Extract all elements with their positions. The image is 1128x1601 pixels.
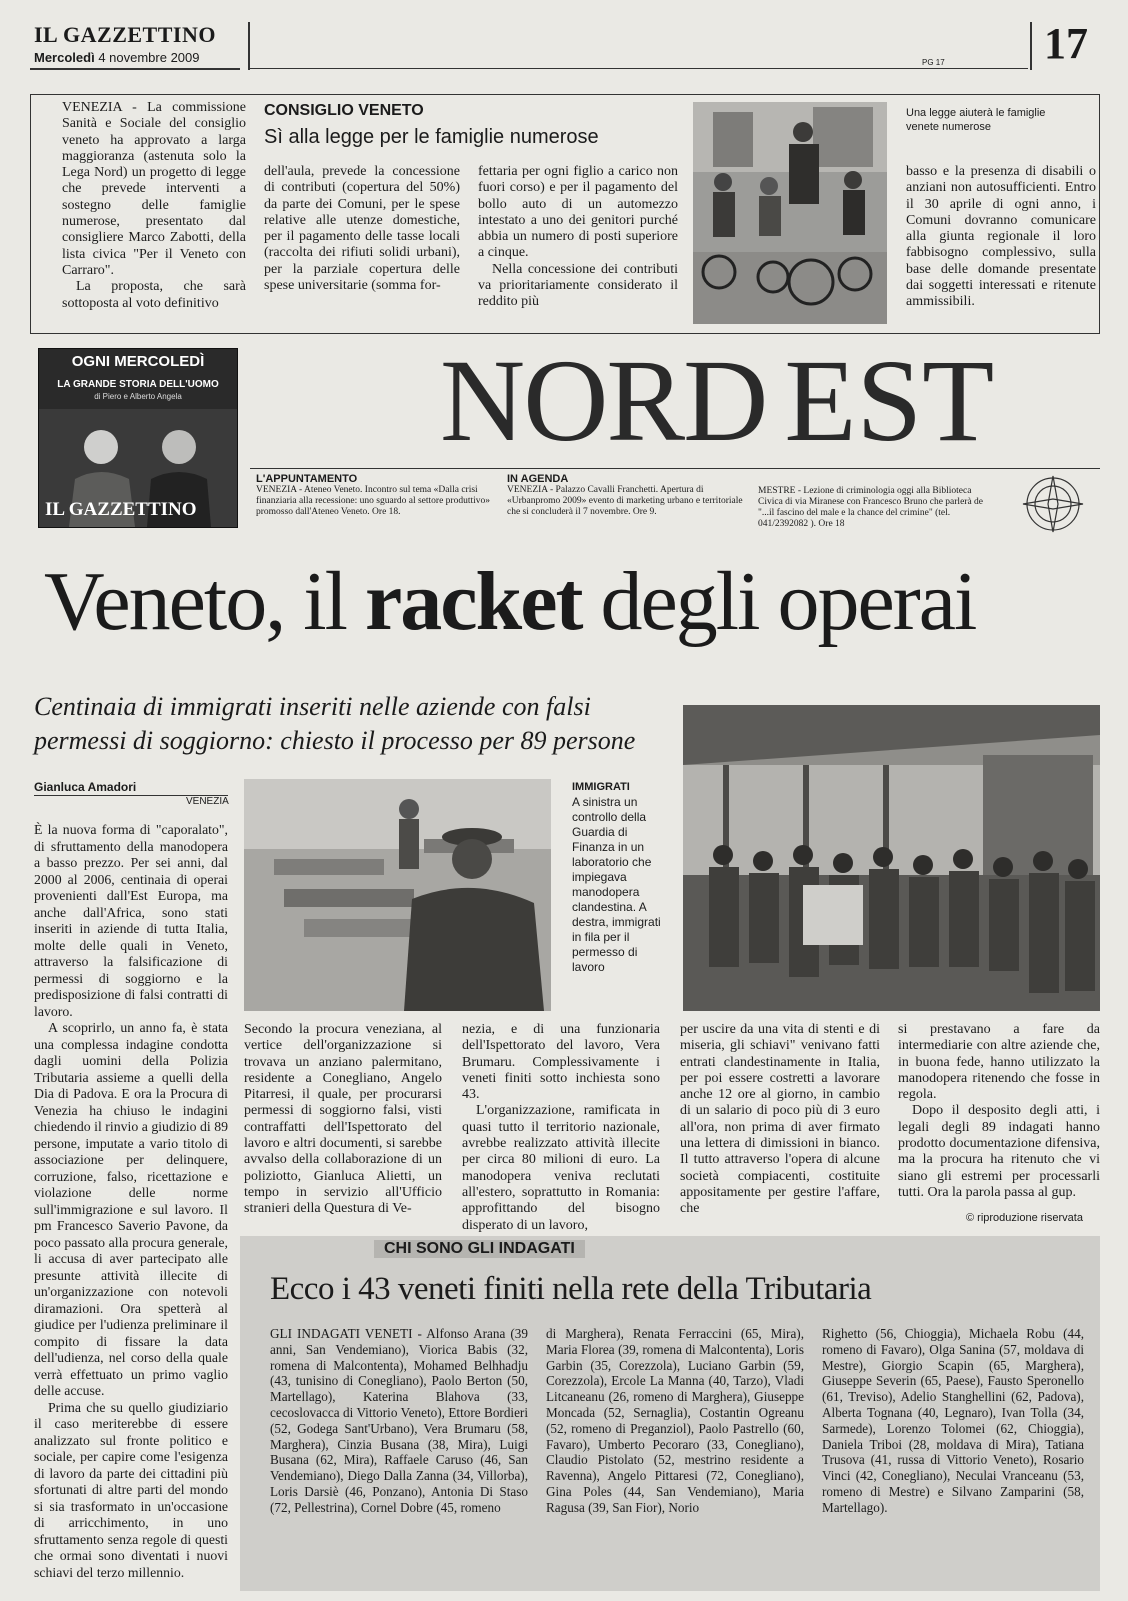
main-photo-caption: A sinistra un controllo della Guardia di Finanza in un laboratorio che impiegava manodopera clandestina. A destra, immigrati in fila per il permesso di lavoro	[572, 795, 661, 974]
main-headline-racket: racket	[364, 555, 582, 648]
paragraph: nezia, e di una funzionaria dell'Ispettorato del lavoro, Vera Brumaru. Complessivamente i veneti finiti sotto inchiesta sono 43.	[462, 1022, 660, 1103]
top-article-col3	[478, 164, 678, 311]
main-headline	[44, 552, 975, 652]
main-article-col2	[244, 1022, 442, 1218]
indagati-list: Righetto (56, Chioggia), Michaela Robu (44, romeno di Favaro), Olga Sanina (57, moldava di Mestre), Giorgio Scapin (65, Marghera), Giuseppe Severin (65, Paese), Fausto Speronello (61, Treviso), Adelio Stanghellini (62, Padova), Alberta Tognana (40, Legnaro), Ivan Tolla (34, Sarmede), Lorenzo Tolomei (62, Chioggia), Daniela Triboi (28, moldava di Mira), Tatiana Trusova (41, russa di Vittorio Veneto), Rosario Vinci (42, Conegliano), Neculai Vranceanu (53, romeno di Mestre) e Silvano Zamparini (58, Martellago).	[822, 1326, 1084, 1515]
brief-text: VENEZIA - Ateneo Veneto. Incontro sul tema «Dalla crisi finanziaria alla recessione: uno sguardo al settore produttivo» promosso dall'Ateneo Veneto. Ore 18.	[256, 485, 490, 517]
top-photo-caption: Una legge aiuterà le famiglie venete numerose	[906, 107, 1046, 133]
sidebar-col2	[546, 1326, 804, 1516]
paragraph: si prestavano a fare da intermediarie con altre aziende che, in buona fede, hanno utilizzato la manodopera ritenendo che fosse in regola.	[898, 1022, 1100, 1103]
brief-1	[256, 473, 492, 518]
paragraph: L'organizzazione, ramificata in quasi tutto il territorio nazionale, avrebbe realizzato attività illecite per circa 80 milioni di euro. La manodopera veniva reclutati all'estero, soprattutto in Romania: approfittando del bisogno disperato di un lavoro,	[462, 1103, 660, 1233]
paragraph: A scoprirlo, un anno fa, è stata una complessa indagine condotta dagli uomini della Polizia Tributaria assieme a quelli della Dia di Padova. E ora la Procura di Venezia ha chiuso le indagini chiedendo il rinvio a giudizio di 89 persone, imputate a vario titolo di associazione per delinquere, corruzione, falso, ricettazione e violazione delle norme sull'immigrazione e sul lavoro. Il pm Francesco Saverio Pavone, da poco passato alla procura generale, li accusa di aver partecipato alle presunte attività illecite di un'organizzazione con notevoli diramazioni. Ora spetterà al giudice per l'udienza preliminare il compito di fissare la data dell'udienza, nel corso della quale verrà effettuato un primo vaglio delle accuse.	[34, 1020, 228, 1398]
issue-date-text: 4 novembre 2009	[98, 50, 200, 65]
main-article-col3	[462, 1022, 660, 1234]
sidebar-col1	[270, 1326, 528, 1516]
top-article-kicker: CONSIGLIO VENETO	[264, 102, 424, 119]
top-article-col2	[264, 164, 460, 294]
paragraph: Nella concessione dei contributi va prioritariamente considerato il reddito più	[478, 261, 678, 310]
masthead-divider	[248, 22, 250, 70]
main-article-col4	[680, 1022, 880, 1218]
author: Gianluca Amadori	[34, 780, 137, 794]
section-title	[440, 336, 994, 466]
masthead-rule	[30, 68, 240, 70]
masthead-rule-right	[248, 68, 1028, 69]
paragraph: per uscire da una vita di stenti e di miseria, gli schiavi" venivano fatti entrati clandestinamente in Italia, per poi essere costretti a lavorare anche 12 ore al giorno, in cambio di un salario di poco più di 3 euro all'ora, non prima di aver firmato una lettera di dimissioni in bianco. Il tutto attraverso l'opera di alcune società compiacenti, costituite appositamente per gestire l'affare, che	[680, 1022, 880, 1217]
promo-brand: IL GAZZETTINO	[45, 499, 197, 520]
brief-kicker: L'APPUNTAMENTO	[256, 473, 358, 485]
promo-top: OGNI MERCOLEDÌ	[71, 353, 205, 370]
page-number-divider	[1030, 22, 1032, 70]
main-headline-c: degli operai	[581, 555, 976, 648]
paragraph: È la nuova forma di "caporalato", di sfruttamento della manodopera a basso prezzo. Per sei anni, dal 2000 al 2006, centinaia di operai provenienti dall'Est Europa, ma anche dall'Africa, sono stati inseriti in aziende di tutta Italia, molte delle quali in Veneto, attraverso la falsificazione di permessi di soggiorno e la predisposizione di falsi contratti di lavoro.	[34, 822, 228, 1019]
page-code: PG 17	[922, 58, 945, 67]
main-headline-a: Veneto, il	[44, 555, 365, 648]
brief-3	[758, 486, 998, 530]
paragraph: Prima che su quello giudiziario il caso meriterebbe di essere analizzato sul fronte politico e sociale, per capire come l'esigenza di lavoro da parte dei cittadini più sfortunati di altre parti del mondo si sia trasformato in un'occasione di arricchimento, in uno sfruttamento senza regole di questi che ormai sono diventati i nuovi schiavi del terzo millennio.	[34, 1399, 228, 1580]
main-subhead: Centinaia di immigrati inseriti nelle aziende con falsi permessi di soggiorno: chiesto il processo per 89 persone	[34, 692, 636, 755]
dateline: VENEZIA	[186, 796, 229, 807]
section-title-nord: NORD	[440, 335, 767, 466]
main-article-col5	[898, 1022, 1100, 1201]
paragraph: basso e la presenza di disabili o anziani non autosufficienti. Entro il 30 aprile di ogni anno, i Comuni dovranno comunicare alla giunta regionale il loro fabbisogno complessivo, sulla base delle domande presentate dai soggetti interessati e ritenute ammissibili.	[906, 164, 1096, 310]
briefs-rule	[250, 468, 1100, 469]
sidebar-col3	[822, 1326, 1084, 1516]
brief-text: MESTRE - Lezione di criminologia oggi alla Biblioteca Civica di via Miranese con Francesco Bruno che parlerà de "...il fascino del male e la chance del crimine" (tel. 041/2392082 ). Ore 18	[758, 486, 984, 529]
immigrants-queue-photo	[683, 705, 1100, 1011]
page-number: 17	[1044, 19, 1088, 68]
issue-day: Mercoledì	[34, 50, 95, 65]
sidebar-kicker: CHI SONO GLI INDAGATI	[374, 1240, 585, 1258]
paragraph: fettaria per ogni figlio a carico non fuori corso) e per il pagamento del bollo auto di un automezzo intestato a uno dei genitori purché abbia un numero di posti superiore a cinque.	[478, 164, 678, 261]
family-bicycle-photo	[693, 102, 887, 324]
paragraph: La proposta, che sarà sottoposta al voto definitivo	[62, 279, 246, 311]
brief-2	[507, 473, 743, 518]
top-article-col4	[906, 164, 1096, 311]
brief-kicker: IN AGENDA	[507, 473, 569, 485]
copyright-note: © riproduzione riservata	[966, 1212, 1083, 1224]
compass-rose-icon	[1008, 474, 1098, 534]
brief-text: VENEZIA - Palazzo Cavalli Franchetti. Apertura di «Urbanpromo 2009» evento di marketing urbano e territoriale che si concluderà il 7 novembre. Ore 9.	[507, 485, 743, 517]
paragraph: dell'aula, prevede la concessione di contributi (copertura del 50%) da parte dei Comuni, per le spese relative alle utenze domestiche, per il pagamento delle tasse locali (raccolta dei rifiuti solidi urbani), per la parziale copertura delle spese universitarie (somma for-	[264, 164, 460, 294]
author-rule	[34, 795, 228, 796]
paragraph: VENEZIA - La commissione Sanità e Sociale del consiglio veneto ha approvato a larga maggioranza (astenuta solo la Lega Nord) un progetto di legge che prevede interventi a sostegno delle famiglie numerose, presentato dal consigliere Marco Zabotti, della lista civica "Per il Veneto con Carraro".	[62, 100, 246, 278]
top-article-col1	[62, 100, 246, 312]
section-title-first	[440, 335, 766, 466]
paper-name: IL GAZZETTINO	[34, 22, 216, 47]
lab-inspection-photo	[244, 779, 551, 1011]
paragraph: Secondo la procura veneziana, al vertice dell'organizzazione si trovava un anziano palermitano, residente a Conegliano, Angelo Pitarresi, il quale, per procurarsi permessi di soggiorno falsi, visti contraffatti dell'Ispettorato del lavoro e altri documenti, si sarebbe avvalso della collaborazione di un poliziotto, Gianluca Alietti, un tempo in servizio all'Ufficio stranieri della Questura di Ve-	[244, 1022, 442, 1217]
indagati-list: di Marghera), Renata Ferraccini (65, Mira), Maria Florea (39, romena di Malcontenta), Loris Garbin (35, Corezzola), Luciano Garbin (59, Corezzola), Ercole La Manna (40, Tarzo), Vladi Litcaneanu (26, romeno di Marghera), Giuseppe Moncada (52, Sernaglia), Costantin Ogreanu (52, romeno di Preganziol), Paolo Pastrello (60, Favaro), Umberto Pecoraro (33, Conegliano), Claudio Pistolato (52, mestrino residente a Ravenna), Angelo Pittaresi (72, Conegliano), Gina Poles (44, San Vendemiano), Maria Ragusa (39, San Fior), Norio	[546, 1326, 804, 1515]
main-article-col1	[34, 822, 228, 1581]
paragraph: Dopo il desposito degli atti, i legali degli 89 indagati hanno prodotto documentazione difensiva, ma la procura ha ritenuto che vi siano gli estremi per processarli tutti. Ora la parola passa al gup.	[898, 1103, 1100, 1200]
issue-date	[34, 50, 200, 65]
photo-kicker: IMMIGRATI	[572, 781, 630, 793]
indagati-list: GLI INDAGATI VENETI - Alfonso Arana (39 anni, San Vendemiano), Viorica Babis (32, romena di Malcontenta), Mohamed Belhhadju (43, tunisino di Conegliano), Paolo Berton (50, Martellago), Katerina Blahova (33, cecoslovacca di Vittorio Veneto), Ettore Bordieri (52, Godega Sant'Urbano), Vera Brumaru (58, Marghera), Cinzia Busana (38, Mira), Luigi Busana (62, Mira), Raffaele Caruso (46, San Vendemiano), Diego Dalla Zanna (34, Villorba), Loris Darsiè (46, Ponzano), Antonia Di Staso (72, Pellestrina), Cornel Dobre (45, romeno	[270, 1326, 528, 1515]
promo-authors: di Piero e Alberto Angela	[94, 392, 182, 401]
top-article-headline: Sì alla legge per le famiglie numerose	[264, 126, 599, 148]
promo-box	[38, 348, 238, 528]
sidebar-headline: Ecco i 43 veneti finiti nella rete della Tributaria	[270, 1271, 872, 1307]
promo-series-title: LA GRANDE STORIA DELL'UOMO	[57, 379, 219, 390]
section-title-second: EST	[784, 335, 995, 466]
